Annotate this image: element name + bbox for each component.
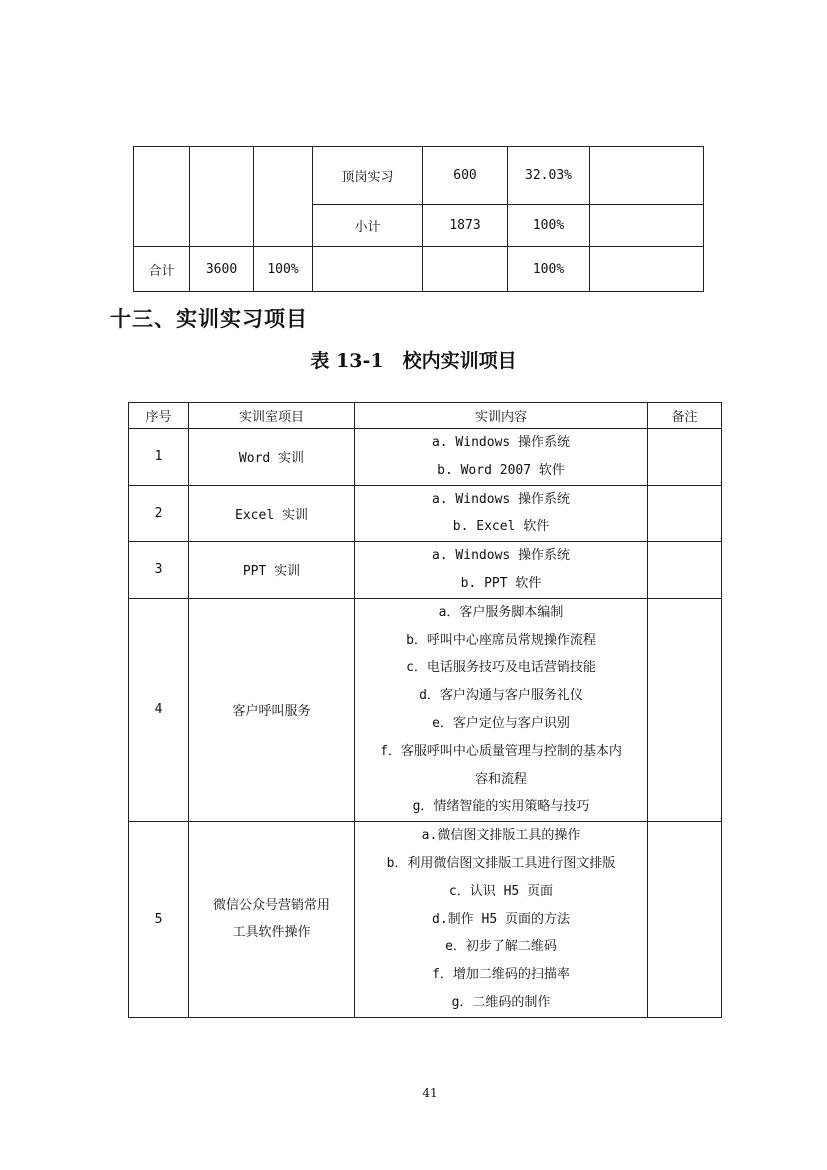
training-table xyxy=(128,402,722,1018)
table-cell: 合计 xyxy=(134,247,190,292)
content-line: a.微信图文排版工具的操作 xyxy=(421,828,581,844)
content-cell xyxy=(355,485,648,542)
table-cell xyxy=(134,147,190,247)
table-cell: 100% xyxy=(508,247,590,292)
table-cell: 顶岗实习 xyxy=(313,147,423,205)
row-number: 5 xyxy=(129,822,189,1018)
table-cell xyxy=(590,247,704,292)
content-line: a. Windows 操作系统 xyxy=(431,435,571,450)
content-line: g．二维码的制作 xyxy=(451,994,551,1010)
table-cell: 100% xyxy=(508,205,590,247)
row-number: 3 xyxy=(129,542,189,599)
content-line: a. Windows 操作系统 xyxy=(431,491,571,507)
table-cell: 600 xyxy=(423,147,508,205)
table-row xyxy=(134,247,704,292)
content-line: a. Windows 操作系统 xyxy=(431,548,571,564)
project-name: Word 实训 xyxy=(189,429,355,486)
project-name: Excel 实训 xyxy=(189,485,355,542)
content-line: b．呼叫中心座席员常规操作流程 xyxy=(406,632,596,648)
table-cell: 32.03% xyxy=(508,147,590,205)
content-line: e．客户定位与客户识别 xyxy=(432,715,570,731)
column-header: 实训室项目 xyxy=(189,403,355,429)
content-line: 容和流程 xyxy=(474,771,527,787)
table-cell xyxy=(590,205,704,247)
content-cell xyxy=(355,598,648,821)
content-line: c．电话服务技巧及电话营销技能 xyxy=(406,660,596,676)
table-cell: 100% xyxy=(254,247,313,292)
row-number: 1 xyxy=(129,429,189,486)
project-name-line: 工具软件操作 xyxy=(232,925,311,941)
content-cell xyxy=(355,429,648,486)
content-line: c．认识 H5 页面 xyxy=(448,883,554,899)
table-row xyxy=(129,429,722,486)
content-line: f．增加二维码的扫描率 xyxy=(432,967,570,983)
column-header: 序号 xyxy=(129,403,189,429)
table-header-row xyxy=(129,403,722,429)
table-cell xyxy=(423,247,508,292)
table-cell xyxy=(313,247,423,292)
content-cell xyxy=(355,542,648,599)
table-cell: 3600 xyxy=(190,247,254,292)
note-cell xyxy=(648,429,722,486)
table-row xyxy=(129,485,722,542)
note-cell xyxy=(648,822,722,1018)
table-cell: 1873 xyxy=(423,205,508,247)
content-line: d．客户沟通与客户服务礼仪 xyxy=(419,688,583,704)
content-line: g．情绪智能的实用策略与技巧 xyxy=(412,799,590,815)
content-cell xyxy=(355,822,648,1018)
project-name: 客户呼叫服务 xyxy=(189,598,355,821)
content-line: e．初步了解二维码 xyxy=(445,939,557,955)
table-row xyxy=(129,598,722,821)
table-row xyxy=(129,542,722,599)
note-cell xyxy=(648,598,722,821)
column-header: 备注 xyxy=(648,403,722,429)
content-line: b. Excel 软件 xyxy=(452,519,550,535)
table-caption: 表 13-1 校内实训项目 xyxy=(310,350,517,372)
content-line: a．客户服务脚本编制 xyxy=(438,604,564,620)
table-cell: 小计 xyxy=(313,205,423,247)
table-cell xyxy=(590,147,704,205)
project-name xyxy=(189,822,355,1018)
content-line: f．客服呼叫中心质量管理与控制的基本内 xyxy=(380,743,622,759)
content-line: b. PPT 软件 xyxy=(460,575,542,591)
content-line: b．利用微信图文排版工具进行图文排版 xyxy=(386,855,616,871)
row-number: 4 xyxy=(129,598,189,821)
project-name-line: 微信公众号营销常用 xyxy=(212,897,330,913)
table-cell xyxy=(190,147,254,247)
content-line: d.制作 H5 页面的方法 xyxy=(432,911,570,927)
column-header: 实训内容 xyxy=(355,403,648,429)
content-line: b. Word 2007 软件 xyxy=(437,462,565,478)
table-row xyxy=(134,147,704,205)
note-cell xyxy=(648,542,722,599)
project-name: PPT 实训 xyxy=(189,542,355,599)
table-row xyxy=(129,822,722,1018)
summary-table xyxy=(133,146,704,292)
table-cell xyxy=(254,147,313,247)
note-cell xyxy=(648,485,722,542)
page-number: 41 xyxy=(422,1086,438,1100)
row-number: 2 xyxy=(129,485,189,542)
section-heading: 十三、实训实习项目 xyxy=(110,307,308,331)
